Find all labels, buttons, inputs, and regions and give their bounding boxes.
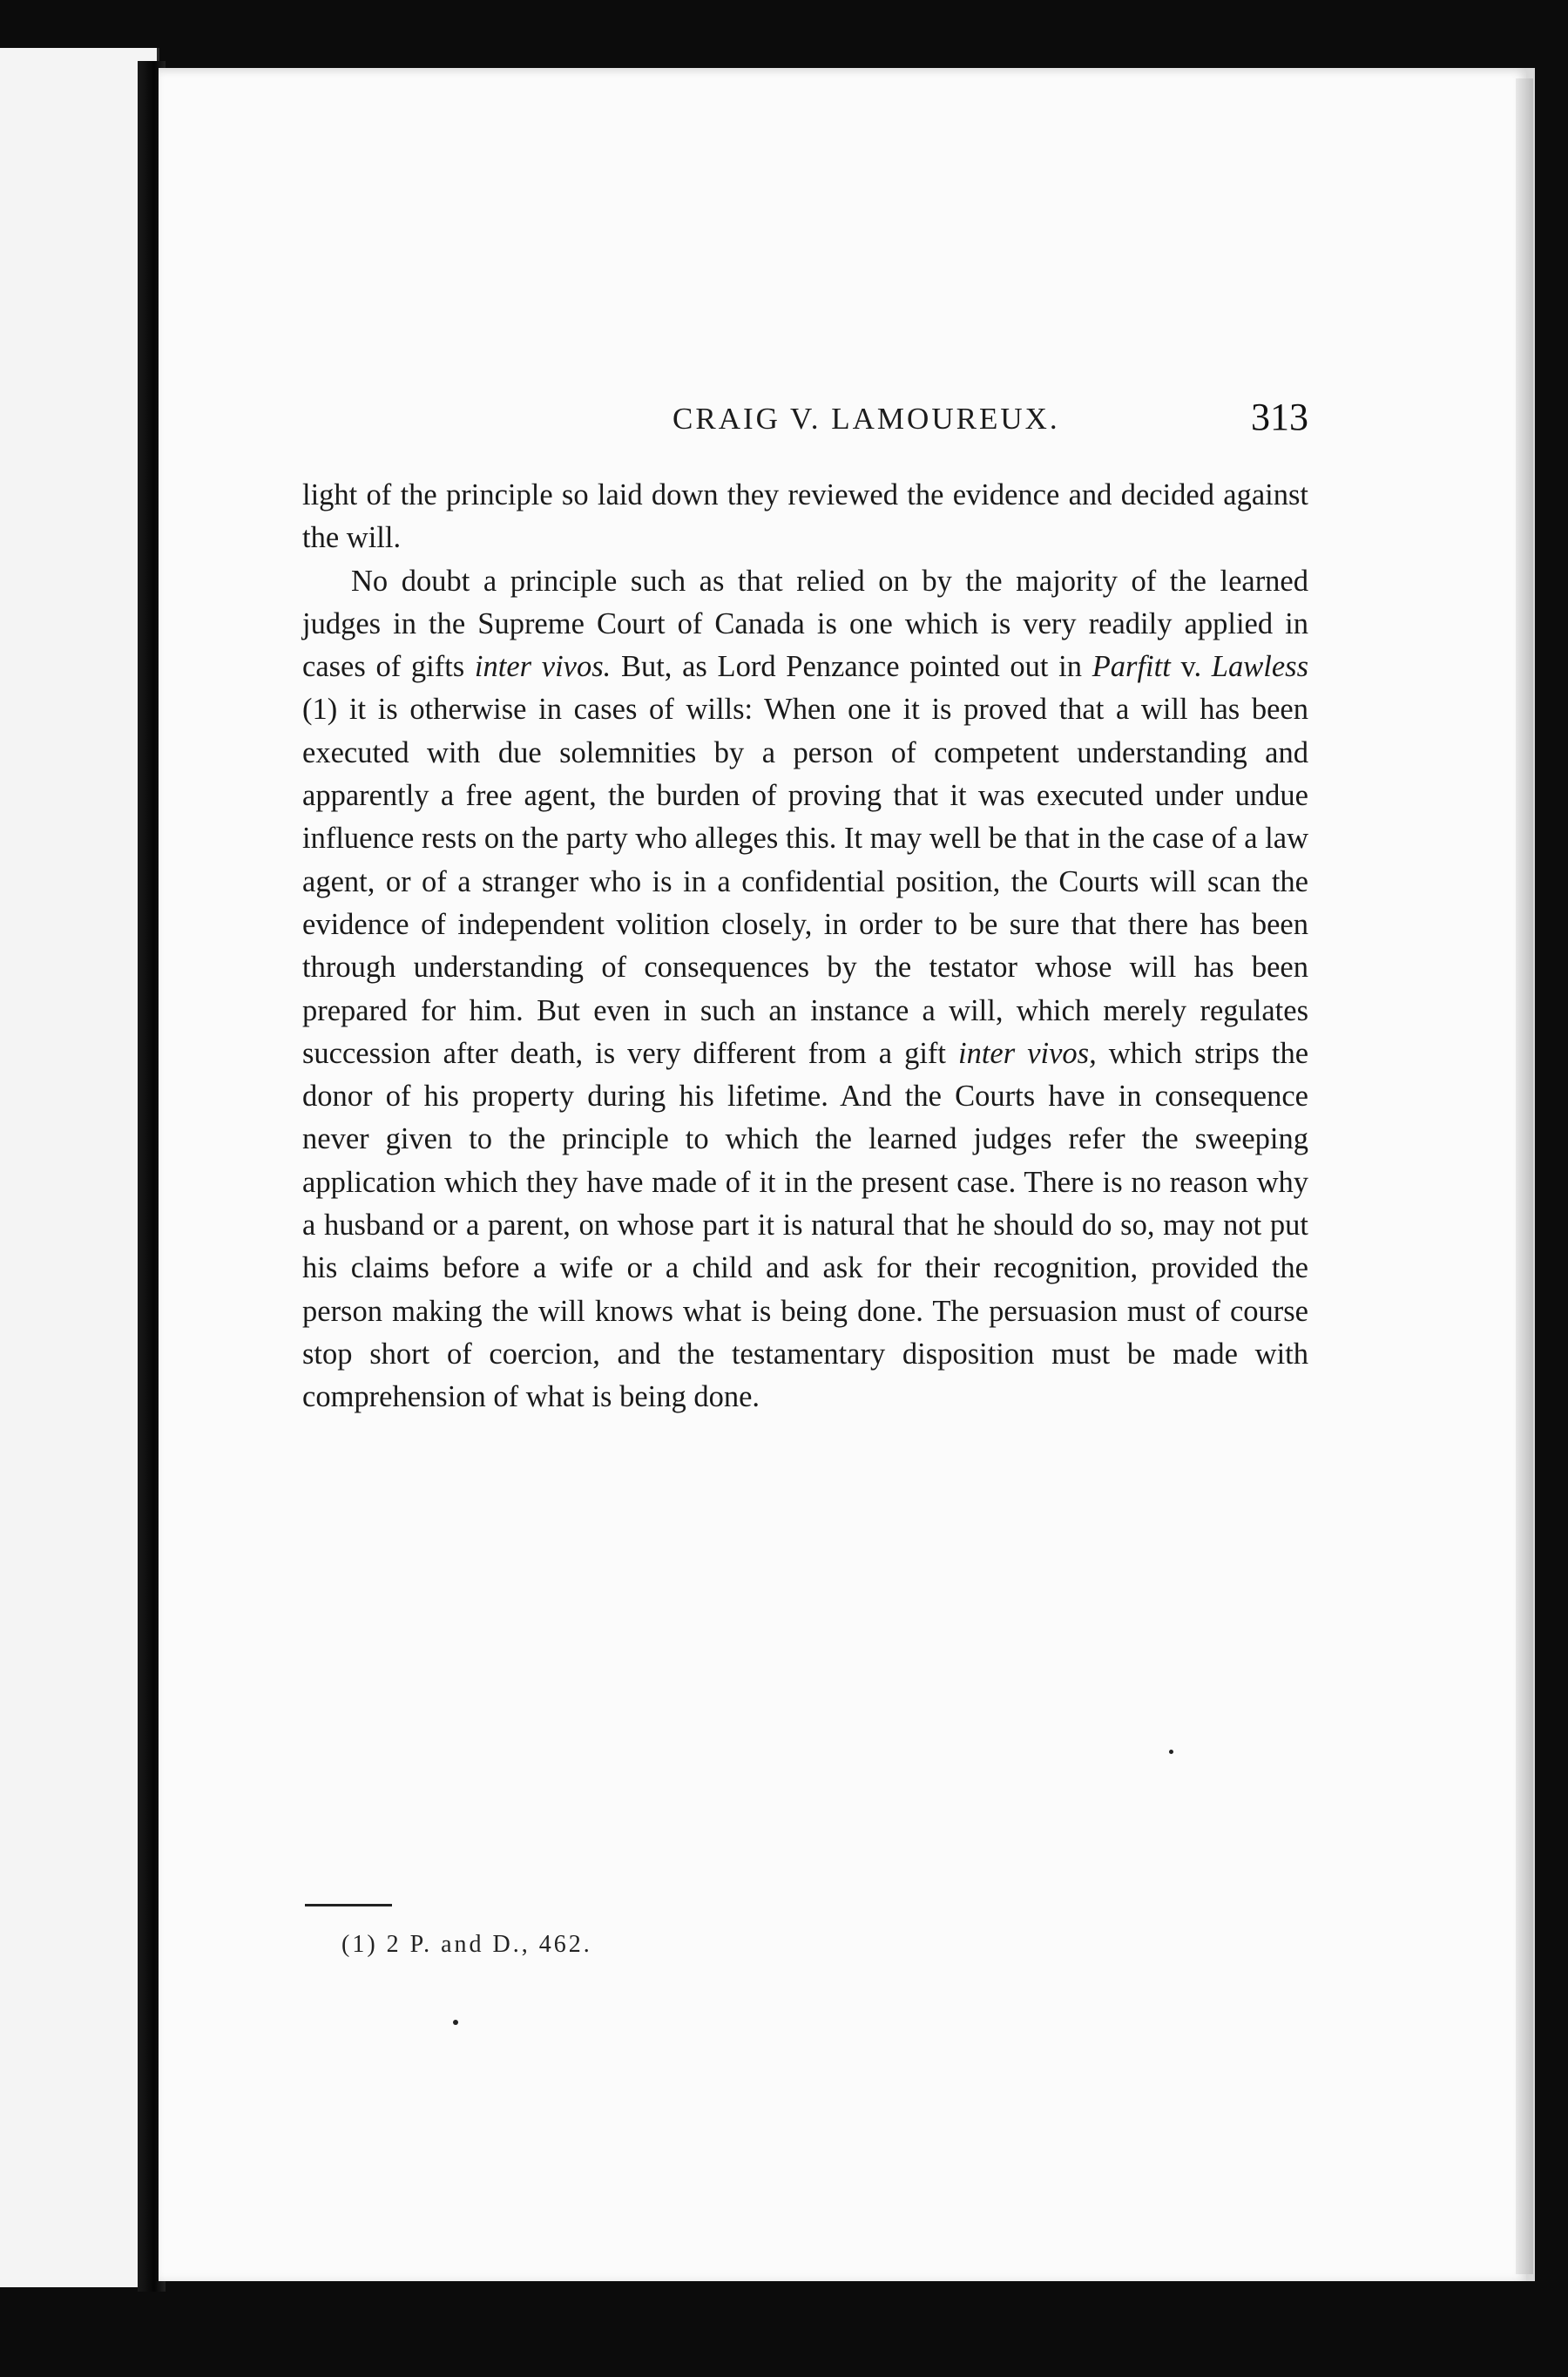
footnote-rule [305,1904,392,1906]
paragraph-1: light of the principle so laid down they reviewed the evidence and decided against the will. [302,478,1308,555]
ink-speck [453,2020,458,2025]
paragraph-2-text-4: (1) it is otherwise in cases of wills: When one it is proved that a will has been executed with due solemnities by a person of competent understanding and apparently a free agent, the burden of proving that it was executed under undue influence rests on the party who alleges this. It may well be that in the case of a law agent, or of a stranger who is in a confidential position, the Courts will scan the evidence of independent volition closely, in order to be sure that there has been through understanding of consequences by the testator whose will has been prepared for him. But even in such an instance a will, which merely regulates succession after death, is very different from a gift [302,693,1308,1070]
case-name-parfitt: Parfitt [1092,650,1171,684]
page-number: 313 [1251,396,1308,438]
paragraph-2-text-3: v. [1170,650,1212,684]
paragraph-2-italic-1: inter vivos. [474,650,612,684]
paragraph-2-italic-4: inter vivos, [958,1036,1097,1070]
facing-page-edge [0,48,159,2287]
page-header [307,395,1308,447]
case-name-lawless: Lawless [1211,650,1308,684]
book-page [159,68,1535,2281]
ink-speck [1169,1750,1173,1754]
paragraph-2-text-1: No doubt a principle such as that relied on by the majority of the learned judges in the Supreme Court of Canada is one which is very readily applied in cases of gifts [302,564,1308,684]
paragraph-2 [302,560,1308,1419]
paragraph-2-text-2: But, as Lord Penzance pointed out in [611,650,1092,684]
body-text [302,474,1308,1419]
page-edge-shadow [1516,78,1533,2274]
footnote: (1) 2 P. and D., 462. [341,1931,592,1958]
running-head: CRAIG V. LAMOUREUX. [672,402,1060,436]
paragraph-2-text-5: which strips the donor of his property during his lifetime. And the Courts have in consequence never given to the principle to which the learned judges refer the sweeping application which they have made of it in the present case. There is no reason why a husband or a parent, on whose part it is natural that he should do so, may not put his claims before a wife or a child and ask for their recognition, provided the person making the will knows what is being done. The persuasion must of course stop short of coercion, and the testamentary disposition must be made with comprehension of what is being done. [302,1036,1309,1414]
